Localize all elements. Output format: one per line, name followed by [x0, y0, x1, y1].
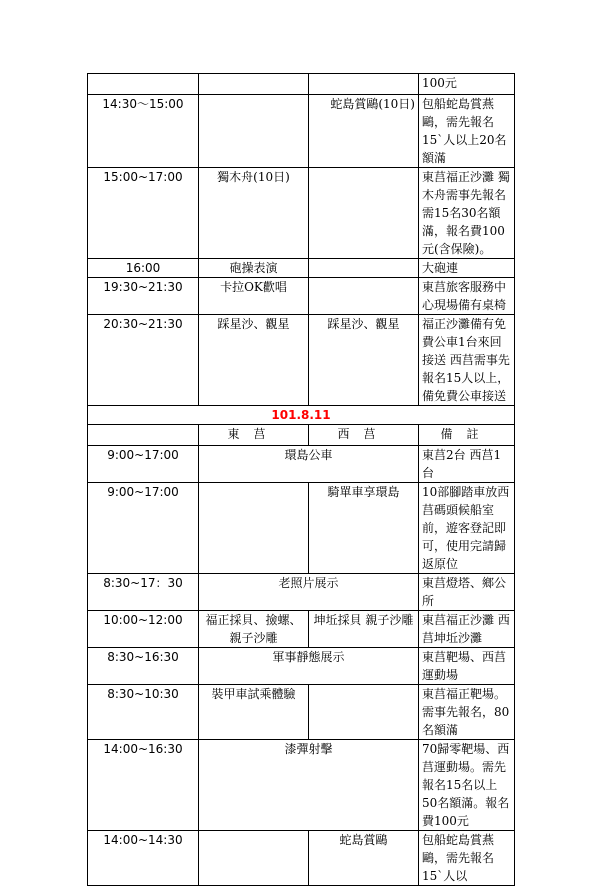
west-cell: [309, 259, 419, 278]
note-cell: 東莒福正靶場。需事先報名，80名額滿: [419, 685, 515, 740]
east-cell: 福正採貝、撿螺、親子沙雕: [199, 611, 309, 648]
table-row: [88, 446, 515, 483]
span-cell: 老照片展示: [199, 574, 419, 611]
east-cell: 卡拉OK歡唱: [199, 278, 309, 315]
header-time-cell: [88, 425, 199, 446]
note-cell: 福正沙灘備有免費公車1台來回接送 西莒需事先報名15人以上，備免費公車接送: [419, 315, 515, 406]
west-cell: [309, 278, 419, 315]
time-cell: 14:30～15:00: [88, 95, 199, 168]
time-cell: 9:00~17:00: [88, 483, 199, 574]
note-cell: 東莒靶場、西莒運動場: [419, 648, 515, 685]
time-cell: 8:30~17：30: [88, 574, 199, 611]
west-cell: 踩星沙、觀星: [309, 315, 419, 406]
note-cell: 包船蛇島賞燕鷗，需先報名15`人以: [419, 831, 515, 886]
header-note: 備註: [419, 425, 515, 446]
note-cell: 10部腳踏車放西莒碼頭候船室前，遊客登記即可，使用完請歸返原位: [419, 483, 515, 574]
east-cell: [199, 74, 309, 95]
west-cell: [309, 168, 419, 259]
table-row: [88, 259, 515, 278]
west-cell: [309, 685, 419, 740]
west-cell: 蛇島賞鷗(10日): [309, 95, 419, 168]
table-row: [88, 611, 515, 648]
east-cell: 裝甲車試乘體驗: [199, 685, 309, 740]
time-cell: 10:00~12:00: [88, 611, 199, 648]
span-cell: 環島公車: [199, 446, 419, 483]
time-cell: [88, 74, 199, 95]
note-cell: 東莒福正沙灘 西莒坤坵沙灘: [419, 611, 515, 648]
table-row: [88, 95, 515, 168]
west-cell: [309, 74, 419, 95]
note-cell: 東莒旅客服務中心現場備有桌椅: [419, 278, 515, 315]
note-cell: 東莒2台 西莒1台: [419, 446, 515, 483]
schedule-table: [87, 73, 515, 886]
date-row: [88, 406, 515, 425]
note-cell: 東莒燈塔、鄉公所: [419, 574, 515, 611]
time-cell: 14:00~14:30: [88, 831, 199, 886]
note-cell: 70歸零靶場、西莒運動場。需先報名15名以上50名額滿。報名費100元: [419, 740, 515, 831]
table-row: [88, 685, 515, 740]
west-cell: 蛇島賞鷗: [309, 831, 419, 886]
header-row: [88, 425, 515, 446]
east-cell: [199, 95, 309, 168]
time-cell: 14:00~16:30: [88, 740, 199, 831]
west-cell: 坤坵採貝 親子沙雕: [309, 611, 419, 648]
east-cell: 砲操表演: [199, 259, 309, 278]
note-cell: 包船蛇島賞燕鷗，需先報名15`人以上20名額滿: [419, 95, 515, 168]
table-row: [88, 648, 515, 685]
span-cell: 漆彈射擊: [199, 740, 419, 831]
time-cell: 8:30~16:30: [88, 648, 199, 685]
time-cell: 20:30~21:30: [88, 315, 199, 406]
table-row: [88, 168, 515, 259]
table-row: [88, 483, 515, 574]
table-row: [88, 278, 515, 315]
time-cell: 15:00~17:00: [88, 168, 199, 259]
east-cell: [199, 483, 309, 574]
time-cell: 16:00: [88, 259, 199, 278]
table-row: [88, 315, 515, 406]
note-cell: 東莒福正沙灘 獨木舟需事先報名需15名30名額滿，報名費100元(含保險)。: [419, 168, 515, 259]
span-cell: 軍事靜態展示: [199, 648, 419, 685]
table-row: [88, 831, 515, 886]
table-row: [88, 740, 515, 831]
east-cell: 獨木舟(10日): [199, 168, 309, 259]
time-cell: 9:00~17:00: [88, 446, 199, 483]
note-cell: 100元: [419, 74, 515, 95]
time-cell: 19:30~21:30: [88, 278, 199, 315]
table-row: [88, 74, 515, 95]
header-west: 西莒: [309, 425, 419, 446]
date-heading: 101.8.11: [88, 406, 515, 425]
west-cell: 騎單車享環島: [309, 483, 419, 574]
note-cell: 大砲連: [419, 259, 515, 278]
header-east: 東莒: [199, 425, 309, 446]
east-cell: [199, 831, 309, 886]
east-cell: 踩星沙、觀星: [199, 315, 309, 406]
time-cell: 8:30~10:30: [88, 685, 199, 740]
table-row: [88, 574, 515, 611]
